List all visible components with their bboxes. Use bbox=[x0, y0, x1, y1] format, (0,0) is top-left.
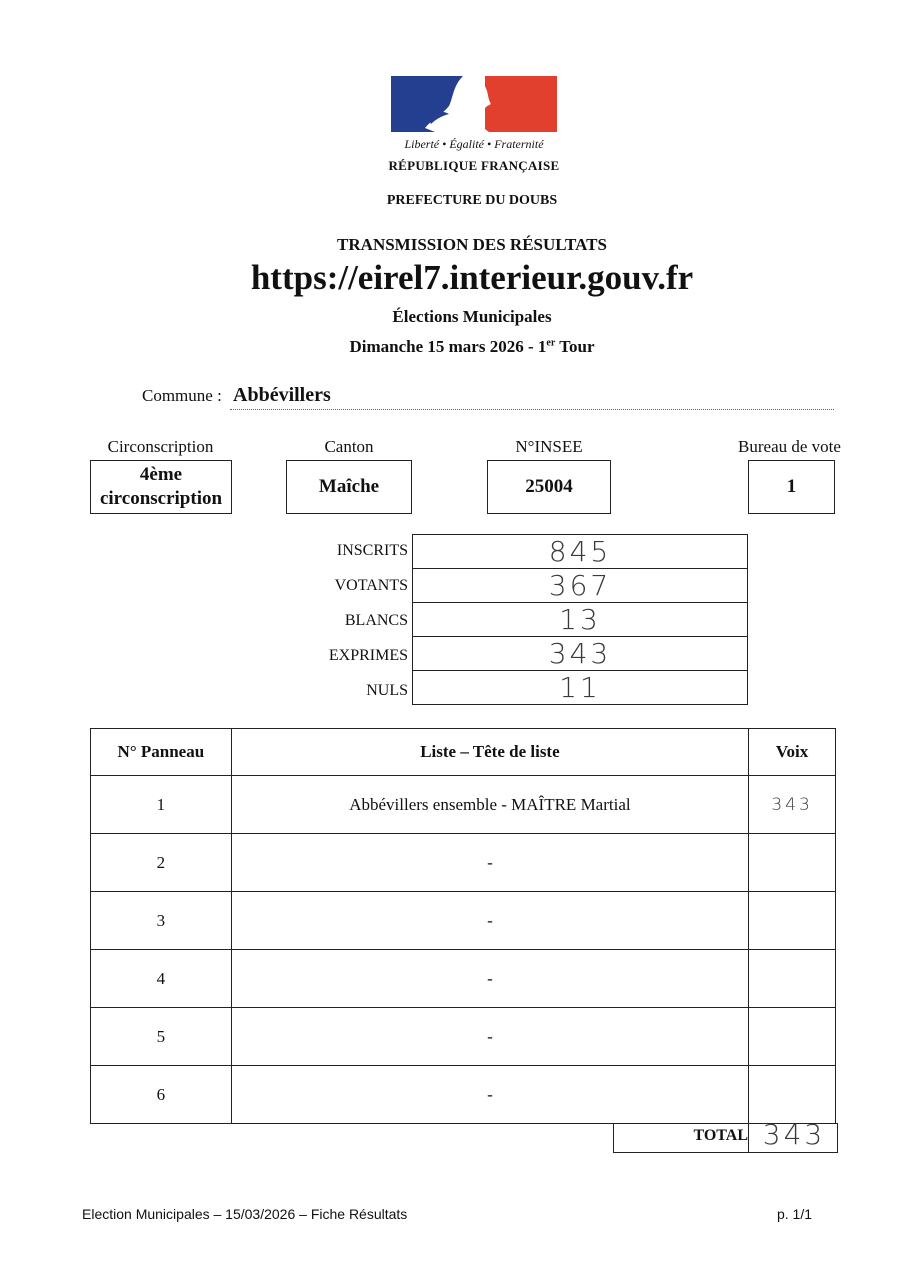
stat-row-exprimes bbox=[413, 637, 748, 671]
insee-box: 25004 bbox=[487, 460, 611, 514]
voix-cell bbox=[749, 1066, 836, 1124]
total-separator bbox=[748, 1123, 749, 1153]
date-suffix: Tour bbox=[555, 337, 595, 356]
table-row bbox=[91, 892, 836, 950]
header-panneau: N° Panneau bbox=[91, 729, 232, 776]
stat-row-nuls bbox=[413, 671, 748, 705]
liste-cell: - bbox=[231, 1008, 748, 1066]
panneau-cell: 5 bbox=[91, 1008, 232, 1066]
canton-label: Canton bbox=[324, 437, 374, 456]
total-label: TOTAL bbox=[693, 1127, 748, 1144]
republique-text: RÉPUBLIQUE FRANÇAISE bbox=[388, 158, 560, 173]
liste-cell: - bbox=[231, 834, 748, 892]
motto-text: Liberté • Égalité • Fraternité bbox=[404, 137, 544, 151]
panneau-cell: 2 bbox=[91, 834, 232, 892]
liste-cell: - bbox=[231, 892, 748, 950]
prefecture-title: PREFECTURE DU DOUBS bbox=[386, 193, 558, 208]
stat-value-inscrits: 845 bbox=[413, 535, 748, 569]
stat-label-nuls: NULS bbox=[366, 682, 408, 699]
circonscription-box: 4ème circonscription bbox=[90, 460, 232, 514]
table-row bbox=[91, 776, 836, 834]
election-date bbox=[250, 337, 694, 357]
liste-cell: - bbox=[231, 1066, 748, 1124]
total-value: 343 bbox=[762, 1118, 826, 1151]
footer-left-text: Election Municipales – 15/03/2026 – Fiche Résultats bbox=[82, 1206, 408, 1222]
url-heading: https://eirel7.interieur.gouv.fr bbox=[250, 258, 694, 297]
table-row bbox=[91, 834, 836, 892]
commune-label: Commune : bbox=[142, 386, 222, 405]
stat-row-blancs bbox=[413, 603, 748, 637]
voix-cell bbox=[749, 950, 836, 1008]
date-prefix: Dimanche 15 mars 2026 - 1 bbox=[349, 337, 547, 356]
marianne-logo-icon bbox=[391, 76, 557, 132]
page-number: p. 1/1 bbox=[776, 1206, 812, 1222]
stat-value-blancs: 13 bbox=[413, 603, 748, 637]
stat-value-nuls: 11 bbox=[413, 671, 748, 705]
commune-dotted-line bbox=[230, 409, 834, 410]
election-title: Élections Municipales bbox=[392, 307, 552, 326]
table-row bbox=[91, 1066, 836, 1124]
stat-label-exprimes: EXPRIMES bbox=[328, 647, 408, 664]
stat-row-votants bbox=[413, 569, 748, 603]
voix-cell: 343 bbox=[749, 776, 836, 834]
bureau-label: Bureau de vote bbox=[738, 437, 841, 456]
canton-box: Maîche bbox=[286, 460, 412, 514]
stat-value-exprimes: 343 bbox=[413, 637, 748, 671]
stat-value-votants: 367 bbox=[413, 569, 748, 603]
date-sup: er bbox=[546, 337, 556, 349]
panneau-cell: 4 bbox=[91, 950, 232, 1008]
panneau-cell: 6 bbox=[91, 1066, 232, 1124]
transmission-title: TRANSMISSION DES RÉSULTATS bbox=[337, 235, 607, 254]
stat-row-inscrits bbox=[413, 535, 748, 569]
voix-cell bbox=[749, 1008, 836, 1066]
table-row bbox=[91, 950, 836, 1008]
stat-label-votants: VOTANTS bbox=[334, 577, 408, 594]
insee-label: N°INSEE bbox=[515, 437, 583, 456]
header-liste: Liste – Tête de liste bbox=[231, 729, 748, 776]
liste-cell: - bbox=[231, 950, 748, 1008]
commune-name: Abbévillers bbox=[233, 384, 331, 406]
voix-cell bbox=[749, 892, 836, 950]
results-table bbox=[90, 728, 836, 1124]
stat-label-blancs: BLANCS bbox=[344, 612, 408, 629]
circonscription-label: Circonscription bbox=[107, 437, 214, 456]
liste-cell: Abbévillers ensemble - MAÎTRE Martial bbox=[231, 776, 748, 834]
stat-label-inscrits: INSCRITS bbox=[336, 542, 408, 559]
results-header-row bbox=[91, 729, 836, 776]
voix-cell bbox=[749, 834, 836, 892]
table-row bbox=[91, 1008, 836, 1066]
stats-table bbox=[412, 534, 748, 705]
panneau-cell: 3 bbox=[91, 892, 232, 950]
header-voix: Voix bbox=[749, 729, 836, 776]
panneau-cell: 1 bbox=[91, 776, 232, 834]
bureau-box: 1 bbox=[748, 460, 835, 514]
